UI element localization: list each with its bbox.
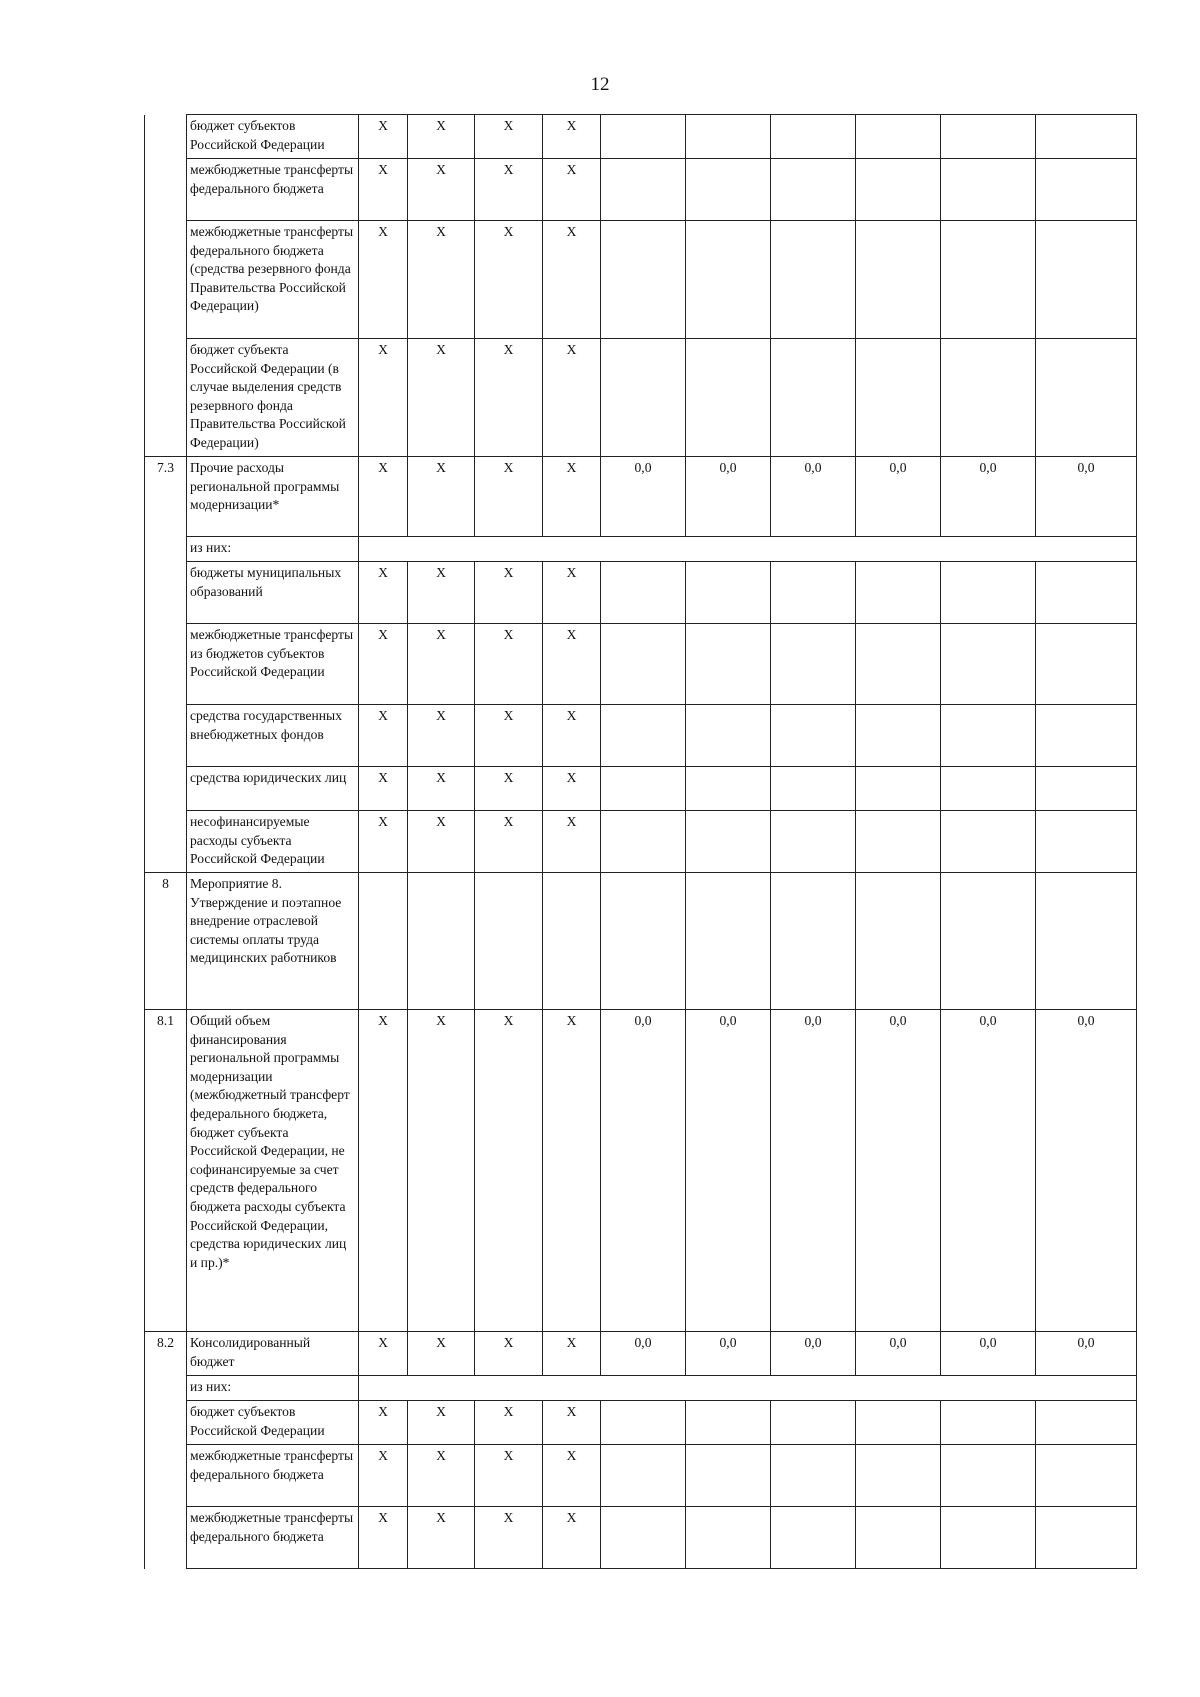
x-mark-cell: X — [543, 1445, 601, 1507]
row-label: Консолидированный бюджет — [187, 1332, 359, 1376]
value-cell — [771, 1401, 856, 1445]
row-label: бюджет субъектов Российской Федерации — [187, 1401, 359, 1445]
x-mark-cell: X — [359, 1445, 408, 1507]
x-mark-cell: X — [543, 1401, 601, 1445]
row-number — [145, 1507, 187, 1569]
x-mark-cell: X — [543, 1010, 601, 1332]
row-number: 8.1 — [145, 1010, 187, 1332]
value-cell — [771, 1445, 856, 1507]
value-cell — [856, 562, 941, 624]
x-mark-cell: X — [475, 159, 543, 221]
row-number — [145, 767, 187, 811]
value-cell: 0,0 — [1036, 457, 1137, 537]
x-mark-cell: X — [475, 339, 543, 457]
merged-cell — [359, 537, 1137, 562]
x-mark-cell: X — [359, 115, 408, 159]
row-label: из них: — [187, 1376, 359, 1401]
value-cell: 0,0 — [686, 1010, 771, 1332]
table-row — [145, 1010, 1137, 1332]
table-row — [145, 705, 1137, 767]
value-cell — [856, 624, 941, 705]
value-cell — [856, 1507, 941, 1569]
x-mark-cell: X — [543, 1332, 601, 1376]
merged-cell — [359, 1376, 1137, 1401]
x-mark-cell: X — [475, 1010, 543, 1332]
value-cell — [1036, 115, 1137, 159]
value-cell — [601, 705, 686, 767]
x-mark-cell: X — [475, 457, 543, 537]
x-mark-cell: X — [359, 562, 408, 624]
row-number — [145, 562, 187, 624]
x-mark-cell: X — [359, 1010, 408, 1332]
value-cell — [686, 115, 771, 159]
value-cell — [856, 705, 941, 767]
value-cell — [1036, 159, 1137, 221]
row-label: Общий объем финансирования региональной программы модернизации (межбюджетный трансферт федерального бюджета, бюджет субъекта Российской Федерации, не софинансируемые за счет средств федерального бюджета расходы субъекта Российской Федерации, средства юридических лиц и пр.)* — [187, 1010, 359, 1332]
value-cell — [941, 1445, 1036, 1507]
value-cell — [686, 221, 771, 339]
x-mark-cell: X — [408, 1332, 475, 1376]
row-number — [145, 705, 187, 767]
value-cell — [771, 811, 856, 873]
page-number: 12 — [590, 74, 610, 95]
x-mark-cell: X — [408, 811, 475, 873]
value-cell: 0,0 — [686, 457, 771, 537]
value-cell — [601, 624, 686, 705]
value-cell — [941, 1507, 1036, 1569]
value-cell — [856, 159, 941, 221]
x-mark-cell: X — [543, 115, 601, 159]
value-cell: 0,0 — [941, 1010, 1036, 1332]
value-cell — [601, 1445, 686, 1507]
x-mark-cell: X — [359, 221, 408, 339]
row-number — [145, 624, 187, 705]
x-mark-cell — [475, 873, 543, 1010]
value-cell — [686, 767, 771, 811]
value-cell: 0,0 — [686, 1332, 771, 1376]
value-cell — [941, 1401, 1036, 1445]
value-cell: 0,0 — [771, 457, 856, 537]
x-mark-cell: X — [408, 457, 475, 537]
value-cell: 0,0 — [941, 1332, 1036, 1376]
value-cell — [686, 1507, 771, 1569]
value-cell — [941, 339, 1036, 457]
row-number — [145, 811, 187, 873]
value-cell — [856, 811, 941, 873]
value-cell — [686, 811, 771, 873]
x-mark-cell: X — [408, 767, 475, 811]
row-label: межбюджетные трансферты федерального бюджета — [187, 1445, 359, 1507]
value-cell — [1036, 562, 1137, 624]
table-row — [145, 1507, 1137, 1569]
x-mark-cell: X — [408, 1010, 475, 1332]
value-cell — [601, 1507, 686, 1569]
table-row — [145, 811, 1137, 873]
row-number — [145, 1401, 187, 1445]
row-label: межбюджетные трансферты из бюджетов субъектов Российской Федерации — [187, 624, 359, 705]
x-mark-cell: X — [359, 159, 408, 221]
x-mark-cell: X — [359, 624, 408, 705]
value-cell — [686, 339, 771, 457]
table-row — [145, 339, 1137, 457]
value-cell — [1036, 705, 1137, 767]
x-mark-cell: X — [475, 767, 543, 811]
financing-table — [144, 114, 1137, 1569]
x-mark-cell: X — [475, 562, 543, 624]
row-label: бюджеты муниципальных образований — [187, 562, 359, 624]
value-cell: 0,0 — [856, 1010, 941, 1332]
row-label: Прочие расходы региональной программы модернизации* — [187, 457, 359, 537]
x-mark-cell: X — [359, 767, 408, 811]
row-number — [145, 339, 187, 457]
x-mark-cell: X — [408, 624, 475, 705]
x-mark-cell: X — [475, 705, 543, 767]
table-body — [145, 115, 1137, 1569]
row-number — [145, 1445, 187, 1507]
row-label: межбюджетные трансферты федерального бюджета — [187, 1507, 359, 1569]
x-mark-cell: X — [408, 339, 475, 457]
x-mark-cell — [408, 873, 475, 1010]
value-cell: 0,0 — [601, 457, 686, 537]
row-label: средства государственных внебюджетных фондов — [187, 705, 359, 767]
x-mark-cell: X — [475, 221, 543, 339]
table-row — [145, 537, 1137, 562]
x-mark-cell: X — [475, 1445, 543, 1507]
row-number: 8 — [145, 873, 187, 1010]
row-label: межбюджетные трансферты федерального бюджета — [187, 159, 359, 221]
table-row — [145, 159, 1137, 221]
value-cell — [856, 221, 941, 339]
row-number — [145, 1376, 187, 1401]
value-cell — [941, 767, 1036, 811]
value-cell — [941, 221, 1036, 339]
value-cell — [686, 1401, 771, 1445]
value-cell — [1036, 1445, 1137, 1507]
value-cell — [941, 159, 1036, 221]
row-number: 7.3 — [145, 457, 187, 537]
x-mark-cell: X — [359, 1332, 408, 1376]
value-cell: 0,0 — [856, 1332, 941, 1376]
value-cell: 0,0 — [771, 1332, 856, 1376]
value-cell: 0,0 — [941, 457, 1036, 537]
value-cell — [856, 1401, 941, 1445]
table-row — [145, 1445, 1137, 1507]
value-cell — [601, 562, 686, 624]
value-cell — [771, 705, 856, 767]
x-mark-cell: X — [543, 705, 601, 767]
x-mark-cell: X — [475, 811, 543, 873]
table-row — [145, 1332, 1137, 1376]
value-cell — [686, 1445, 771, 1507]
row-label: несофинансируемые расходы субъекта Российской Федерации — [187, 811, 359, 873]
value-cell — [601, 221, 686, 339]
x-mark-cell: X — [543, 457, 601, 537]
value-cell — [686, 159, 771, 221]
x-mark-cell: X — [475, 1332, 543, 1376]
row-label: бюджет субъектов Российской Федерации — [187, 115, 359, 159]
table-row — [145, 221, 1137, 339]
x-mark-cell: X — [543, 1507, 601, 1569]
value-cell — [941, 115, 1036, 159]
value-cell: 0,0 — [771, 1010, 856, 1332]
value-cell — [601, 873, 686, 1010]
value-cell — [601, 159, 686, 221]
row-label: из них: — [187, 537, 359, 562]
row-label: Мероприятие 8. Утверждение и поэтапное внедрение отраслевой системы оплаты труда медицинских работников — [187, 873, 359, 1010]
value-cell: 0,0 — [601, 1332, 686, 1376]
x-mark-cell: X — [359, 1507, 408, 1569]
row-number: 8.2 — [145, 1332, 187, 1376]
row-number — [145, 221, 187, 339]
row-label: средства юридических лиц — [187, 767, 359, 811]
value-cell — [941, 705, 1036, 767]
value-cell — [856, 873, 941, 1010]
value-cell — [941, 562, 1036, 624]
x-mark-cell: X — [408, 1445, 475, 1507]
value-cell — [771, 159, 856, 221]
value-cell — [1036, 767, 1137, 811]
table-row — [145, 624, 1137, 705]
table-row — [145, 1376, 1137, 1401]
value-cell — [856, 767, 941, 811]
x-mark-cell: X — [543, 221, 601, 339]
x-mark-cell: X — [475, 115, 543, 159]
x-mark-cell — [359, 873, 408, 1010]
value-cell — [771, 115, 856, 159]
value-cell — [1036, 1401, 1137, 1445]
value-cell — [941, 811, 1036, 873]
x-mark-cell: X — [408, 115, 475, 159]
value-cell — [601, 115, 686, 159]
value-cell — [601, 339, 686, 457]
x-mark-cell: X — [408, 1507, 475, 1569]
value-cell — [771, 624, 856, 705]
x-mark-cell: X — [408, 1401, 475, 1445]
x-mark-cell: X — [408, 562, 475, 624]
value-cell: 0,0 — [1036, 1332, 1137, 1376]
x-mark-cell: X — [543, 811, 601, 873]
value-cell — [1036, 811, 1137, 873]
x-mark-cell: X — [543, 624, 601, 705]
table-row — [145, 562, 1137, 624]
value-cell — [856, 1445, 941, 1507]
x-mark-cell: X — [543, 339, 601, 457]
value-cell — [686, 624, 771, 705]
table-row — [145, 115, 1137, 159]
value-cell — [1036, 873, 1137, 1010]
value-cell — [1036, 339, 1137, 457]
value-cell — [771, 562, 856, 624]
table-row — [145, 767, 1137, 811]
value-cell — [771, 767, 856, 811]
value-cell — [686, 873, 771, 1010]
row-label: бюджет субъекта Российской Федерации (в случае выделения средств резервного фонда Правительства Российской Федерации) — [187, 339, 359, 457]
x-mark-cell: X — [475, 624, 543, 705]
x-mark-cell: X — [359, 811, 408, 873]
value-cell — [941, 624, 1036, 705]
x-mark-cell: X — [408, 705, 475, 767]
table-row — [145, 457, 1137, 537]
x-mark-cell: X — [475, 1401, 543, 1445]
x-mark-cell: X — [408, 221, 475, 339]
value-cell — [1036, 221, 1137, 339]
value-cell — [601, 767, 686, 811]
x-mark-cell: X — [359, 705, 408, 767]
table-row — [145, 873, 1137, 1010]
x-mark-cell: X — [543, 767, 601, 811]
row-number — [145, 115, 187, 159]
value-cell — [771, 873, 856, 1010]
value-cell — [771, 221, 856, 339]
x-mark-cell: X — [359, 339, 408, 457]
value-cell — [686, 705, 771, 767]
row-label: межбюджетные трансферты федерального бюджета (средства резервного фонда Правительства Российской Федерации) — [187, 221, 359, 339]
row-number — [145, 159, 187, 221]
value-cell: 0,0 — [601, 1010, 686, 1332]
x-mark-cell: X — [543, 159, 601, 221]
value-cell — [771, 339, 856, 457]
value-cell — [771, 1507, 856, 1569]
value-cell — [941, 873, 1036, 1010]
table-row — [145, 1401, 1137, 1445]
x-mark-cell: X — [543, 562, 601, 624]
x-mark-cell: X — [359, 457, 408, 537]
value-cell — [1036, 624, 1137, 705]
x-mark-cell — [543, 873, 601, 1010]
value-cell — [856, 115, 941, 159]
value-cell — [601, 811, 686, 873]
x-mark-cell: X — [475, 1507, 543, 1569]
value-cell — [856, 339, 941, 457]
x-mark-cell: X — [408, 159, 475, 221]
value-cell — [686, 562, 771, 624]
value-cell: 0,0 — [856, 457, 941, 537]
row-number — [145, 537, 187, 562]
value-cell — [601, 1401, 686, 1445]
x-mark-cell: X — [359, 1401, 408, 1445]
value-cell — [1036, 1507, 1137, 1569]
value-cell: 0,0 — [1036, 1010, 1137, 1332]
